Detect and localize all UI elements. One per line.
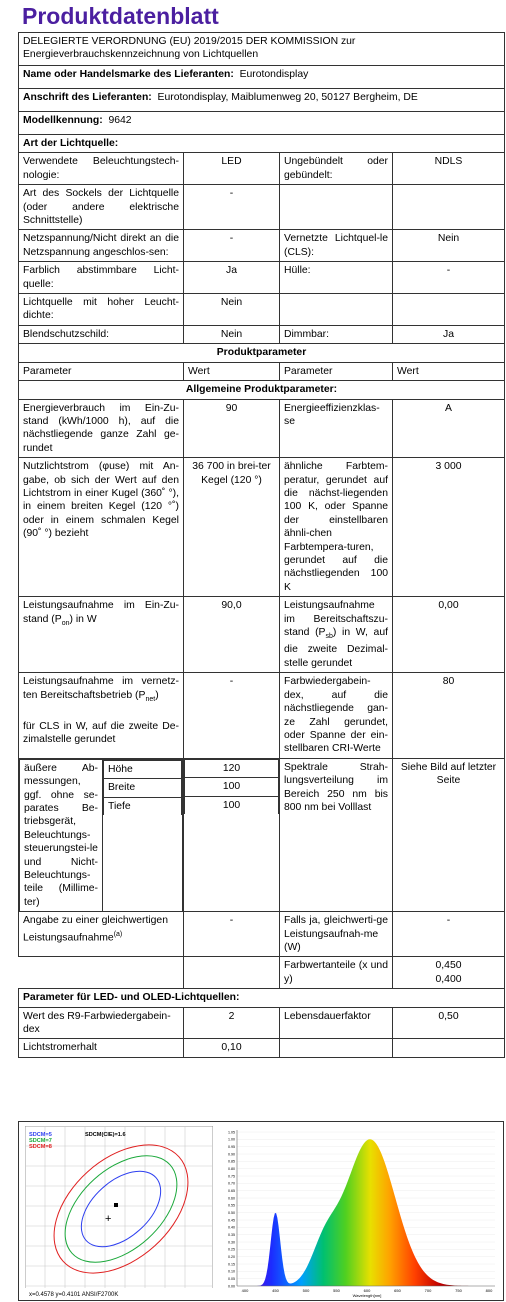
empty-cell [280,294,393,326]
y-tick-label: 0.15 [228,1262,235,1267]
empty-cell [393,185,505,230]
color-row [19,262,505,294]
y-tick-label: 0.65 [228,1188,235,1193]
spectral-label: Spektrale Strah-lungsverteilung im Bereich 250 nm bis 800 nm bei Volllast [280,758,393,911]
color-label: Farblich abstimmbare Licht-quelle: [19,262,184,294]
equiv-label: Angabe zu einer gleichwertigen Leistungsaufnahme$^{(a)}$ [19,912,184,957]
energy-value: 90 [184,399,280,458]
y-tick-label: 0.95 [228,1144,235,1149]
shell-value: - [393,262,505,294]
y-tick-label: 0.75 [228,1174,235,1179]
y-tick-label: 0.90 [228,1152,235,1157]
mains-row [19,230,505,262]
regulation-text: DELEGIERTE VERORDNUNG (EU) 2019/2015 DER KOMMISSION zur Energieverbrauchskennzeichnung von Lichtquellen [19,33,505,66]
model-label: Modellkennung: [23,115,103,126]
page-title: Produktdatenblatt [22,3,219,29]
psb-label: Leistungsaufnahme im Bereitschaftszu-stand $(P_{sb})$ in W, auf die zweite Dezimal-stelle gerundet [280,597,393,673]
x-tick-label: 700 [424,1288,432,1293]
model-row [19,112,505,135]
address-value: Eurotondisplay, Maiblumenweg 20, 50127 Bergheim, DE [157,92,418,103]
depth-label: Tiefe [104,797,182,815]
glare-row [19,325,505,343]
color-value: Ja [184,262,280,294]
column-header-row [19,362,505,380]
light-type-heading: Art der Lichtquelle: [19,135,505,153]
product-params-heading-row [19,344,505,362]
macadam-diagram [25,1126,213,1298]
x-tick-label: 550 [333,1288,340,1293]
highlum-row [19,294,505,326]
x-tick-label: 450 [272,1288,279,1293]
col-value-header: Wert [184,362,280,380]
sdcm8-label: SDCM=8 [29,1144,52,1150]
general-heading-row [19,381,505,399]
width-value: 100 [185,778,279,796]
highlum-label: Lichtquelle mit hoher Leucht-dichte: [19,294,184,326]
measured-point [114,1203,118,1207]
pnet-row [19,673,505,758]
tech-value: LED [184,153,280,185]
sdcm7-label: SDCM=7 [29,1138,52,1144]
ifyes-value: - [393,912,505,957]
center-cross: + [105,1213,112,1225]
y-tick-label: 0.55 [228,1203,235,1208]
ifyes-label: Falls ja, gleichwerti-ge Leistungsaufnah-me (W) [280,912,393,957]
cct-label: ähnliche Farbtem-peratur, gerundet auf die nächst-liegenden 100 K, oder Spanne der einstellbaren ähnli-chen Farbtempera-turen, gerundet auf die nächstliegenden 100 K [280,458,393,597]
dimensions-row [19,758,505,911]
energy-row [19,399,505,458]
address-row [19,89,505,112]
flux-label: Nutzlichtstrom (φuse) mit An-gabe, ob sich der Wert auf den Lichtstrom in einer Kugel (360˚ °), in einem breiten Kegel (120 °˚) oder in einem schmalen Kegel (90˚ °) bezieht [19,458,184,597]
bundled-label: Ungebündelt oder gebündelt: [280,153,393,185]
y-tick-label: 0.50 [228,1210,235,1215]
x-tick-label: 650 [394,1288,401,1293]
maint-row [19,1039,505,1057]
height-label: Höhe [104,760,182,778]
maint-value: 0,10 [184,1039,280,1057]
tech-label: Verwendete Beleuchtungstech-nologie: [19,153,184,185]
chroma-row [19,957,505,989]
cri-value: 80 [393,673,505,758]
x-tick-label: 800 [485,1288,493,1293]
model-value: 9642 [108,115,132,126]
empty-cell [184,957,280,989]
supplier-label: Name oder Handelsmarke des Lieferanten: [23,69,234,80]
width-label: Breite [104,779,182,797]
pon-value: 90,0 [184,597,280,673]
regulation-row [19,33,505,66]
y-tick-label: 0.30 [228,1240,235,1245]
depth-value: 100 [185,796,279,814]
y-tick-label: 0.80 [228,1166,235,1171]
r9-label: Wert des R9-Farbwiedergabein-dex [19,1007,184,1039]
x-tick-label: 400 [241,1288,249,1293]
y-tick-label: 0.00 [228,1284,235,1289]
supplier-row [19,66,505,89]
x-tick-label: 750 [455,1288,462,1293]
y-tick-label: 0.40 [228,1225,235,1230]
y-tick-label: 0.25 [228,1247,235,1252]
bundled-value: NDLS [393,153,505,185]
maint-label: Lichtstromerhalt [19,1039,184,1057]
dim-value: Ja [393,325,505,343]
class-label: Energieeffizienzklas-se [280,399,393,458]
address-label: Anschrift des Lieferanten: [23,92,152,103]
cls-label: Vernetzte Lichtquel-le (CLS): [280,230,393,262]
y-tick-label: 0.60 [228,1196,235,1201]
chroma-values: 0,450 0,400 [393,957,505,989]
x-tick-label: 600 [363,1288,371,1293]
y-tick-label: 1.00 [228,1137,235,1142]
y-tick-label: 0.05 [228,1276,235,1281]
height-value: 120 [185,759,279,777]
y-tick-label: 0.35 [228,1232,235,1237]
col-param-header: Parameter [280,362,393,380]
dims-label: äußere Ab-messungen, ggf. ohne se-parates Be-triebsgerät, Beleuchtungs-steuerungstei-le und Nicht-Beleuchtungs-teile (Millime-ter) [20,759,103,911]
socket-row [19,185,505,230]
life-label: Lebensdauerfaktor [280,1007,393,1039]
equiv-value: - [184,912,280,957]
x-tick-label: 500 [302,1288,310,1293]
empty-cell [19,957,184,989]
empty-cell [393,1039,505,1057]
pon-label: Leistungsaufnahme im Ein-Zu-stand $(P_{on})$ in W [19,597,184,673]
cls-value: Nein [393,230,505,262]
socket-value: - [184,185,280,230]
empty-cell [393,294,505,326]
y-tick-label: 0.20 [228,1254,235,1259]
pnet-value: - [184,673,280,758]
sdcm5-label: SDCM=5 [29,1132,52,1138]
flux-value: 36 700 in brei-ter Kegel (120 °) [184,458,280,597]
psb-value: 0,00 [393,597,505,673]
y-tick-label: 0.10 [228,1269,235,1274]
class-value: A [393,399,505,458]
energy-label: Energieverbrauch im Ein-Zu-stand (kWh/1000 h), auf die nächstliegende ganze Zahl ge-rundet [19,399,184,458]
sdcm-cie-label: SDCM(CIE)=1.6 [85,1132,126,1138]
col-value-header: Wert [393,362,505,380]
col-param-header: Parameter [19,362,184,380]
dimensions-cell [19,758,184,911]
r9-value: 2 [184,1007,280,1039]
spectrum-chart [217,1126,499,1298]
tech-row [19,153,505,185]
chroma-label: Farbwertanteile (x und y) [280,957,393,989]
pon-row [19,597,505,673]
y-tick-label: 0.45 [228,1218,235,1223]
empty-cell [280,185,393,230]
y-tick-label: 1.05 [228,1130,235,1135]
glare-label: Blendschutzschild: [19,325,184,343]
led-heading: Parameter für LED- und OLED-Lichtquellen: [19,989,505,1007]
y-tick-label: 0.70 [228,1181,235,1186]
led-heading-row [19,989,505,1007]
coords-label: x=0.4578 y=0.4101 ANSI/F2700K [29,1292,119,1298]
shell-label: Hülle: [280,262,393,294]
socket-label: Art des Sockels der Lichtquelle (oder andere elektrische Schnittstelle) [19,185,184,230]
x-axis-label: Wavelength[nm] [352,1293,382,1298]
empty-cell [280,1039,393,1057]
light-type-heading-row [19,135,505,153]
datasheet-table [18,32,505,1058]
dim-label: Dimmbar: [280,325,393,343]
supplier-value: Eurotondisplay [239,69,309,80]
cct-value: 3 000 [393,458,505,597]
general-heading: Allgemeine Produktparameter: [19,381,505,399]
spectral-value: Siehe Bild auf letzter Seite [393,758,505,911]
product-params-heading: Produktparameter [19,344,505,362]
graphs-panel [18,1121,504,1301]
glare-value: Nein [184,325,280,343]
life-value: 0,50 [393,1007,505,1039]
pnet-label: Leistungsaufnahme im vernetz-ten Bereitschaftsbetrieb $(P_{net})$ für CLS in W, auf die zweite De-zimalstelle gerundet [19,673,184,758]
flux-row [19,458,505,597]
equiv-row [19,912,505,957]
mains-value: - [184,230,280,262]
highlum-value: Nein [184,294,280,326]
y-tick-label: 0.85 [228,1159,235,1164]
mains-label: Netzspannung/Nicht direkt an die Netzspannung angeschlos-sen: [19,230,184,262]
r9-row [19,1007,505,1039]
dimensions-values [184,758,280,911]
cri-label: Farbwiedergabein-dex, auf die nächstliegende gan-ze Zahl gerundet, oder Spanne der ein-stellbaren CRI-Werte [280,673,393,758]
